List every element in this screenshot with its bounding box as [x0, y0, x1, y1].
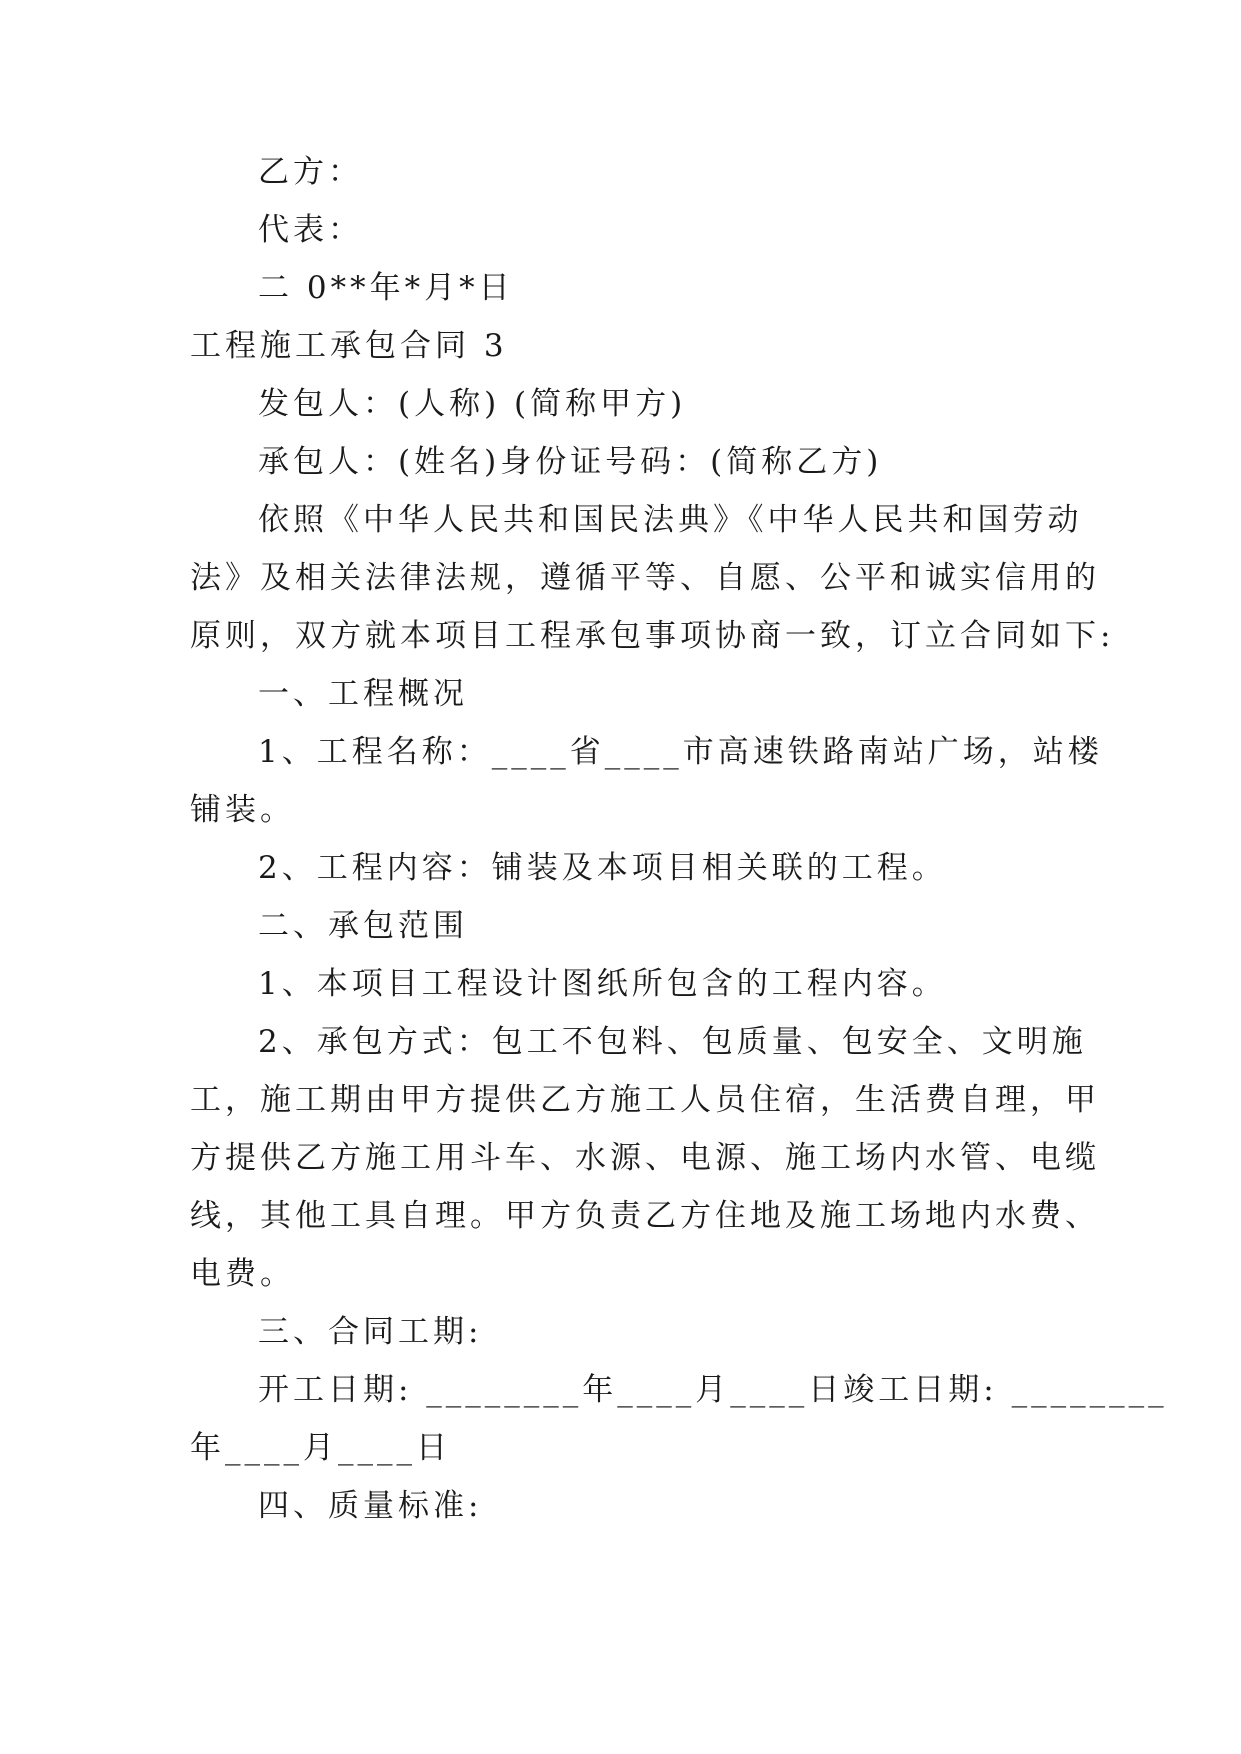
clause-line: 电费。	[190, 1256, 295, 1292]
contractor-line: 承包人：(姓名)身份证号码：(简称乙方)	[258, 444, 883, 480]
clause-line: 开工日期: ________年____月____日竣工日期: ________	[258, 1372, 1168, 1408]
representative-signature-label: 代表：	[258, 212, 363, 248]
clause-line: 2、承包方式：包工不包料、包质量、包安全、文明施	[258, 1024, 1087, 1060]
employer-line: 发包人：(人称) (简称甲方)	[258, 386, 687, 422]
party-b-signature-label: 乙方：	[258, 154, 363, 190]
clause-line: 工，施工期由甲方提供乙方施工人员住宿，生活费自理，甲	[190, 1082, 1100, 1118]
preamble-line: 原则，双方就本项目工程承包事项协商一致，订立合同如下:	[190, 618, 1115, 654]
section-heading: 二、承包范围	[258, 908, 468, 944]
clause-line: 线，其他工具自理。甲方负责乙方住地及施工场地内水费、	[190, 1198, 1100, 1234]
section-heading: 三、合同工期:	[258, 1314, 483, 1350]
clause-line: 2、工程内容：铺装及本项目相关联的工程。	[258, 850, 947, 886]
preamble-line: 法》及相关法律法规，遵循平等、自愿、公平和诚实信用的	[190, 560, 1100, 596]
section-heading: 四、质量标准:	[258, 1488, 483, 1524]
clause-line: 年____月____日	[190, 1430, 451, 1466]
signature-date: 二 0**年*月*日	[258, 270, 514, 306]
clause-line: 1、工程名称：____省____市高速铁路南站广场，站楼	[258, 734, 1103, 770]
contract-title: 工程施工承包合同 3	[190, 328, 508, 364]
clause-line: 方提供乙方施工用斗车、水源、电源、施工场内水管、电缆	[190, 1140, 1100, 1176]
clause-line: 1、本项目工程设计图纸所包含的工程内容。	[258, 966, 947, 1002]
clause-line: 铺装。	[190, 792, 295, 828]
preamble-line: 依照《中华人民共和国民法典》《中华人民共和国劳动	[258, 502, 1083, 538]
section-heading: 一、工程概况	[258, 676, 468, 712]
